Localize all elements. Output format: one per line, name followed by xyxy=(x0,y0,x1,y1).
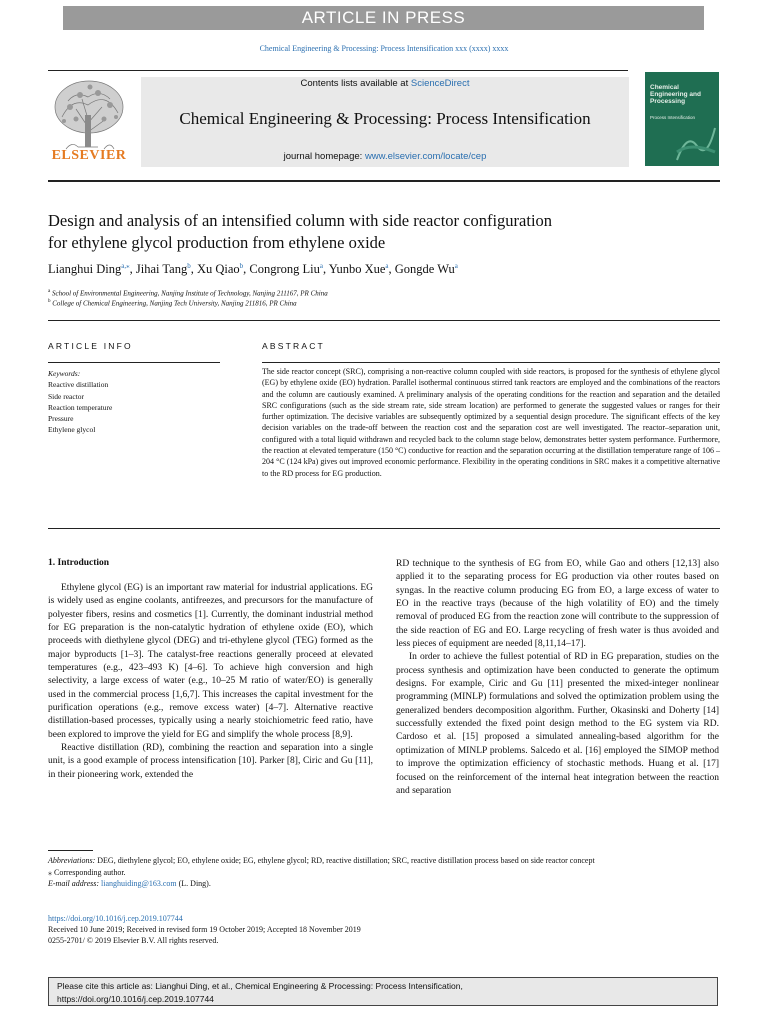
journal-homepage-link[interactable]: www.elsevier.com/locate/cep xyxy=(364,151,487,162)
citation-line-1: Please cite this article as: Lianghui Ding, et al., Chemical Engineering & Processing: Process Intensification, xyxy=(57,981,463,991)
author-name: Xu Qiao xyxy=(196,262,240,277)
keyword-item: Reaction temperature xyxy=(48,402,113,412)
journal-cover-image xyxy=(645,72,719,166)
abbreviations-label: Abbreviations: xyxy=(48,856,96,865)
author-name: Congrong Liu xyxy=(249,262,320,277)
body-paragraph: Reactive distillation (RD), combining the reaction and separation into a single unit, is a good example of process intensification [10]. Parker [8], Ciric and Gu [11], in their pioneering work, extended the xyxy=(48,743,373,780)
keywords-label: Keywords: xyxy=(48,369,81,378)
author-name: Yunbo Xue xyxy=(328,262,386,277)
cover-artwork xyxy=(675,122,717,162)
journal-reference-link[interactable]: Chemical Engineering & Processing: Process Intensification xxx (xxxx) xxxx xyxy=(259,44,509,53)
doi-link[interactable]: https://doi.org/10.1016/j.cep.2019.107744 xyxy=(48,914,183,923)
received-dates: Received 10 June 2019; Received in revised form 19 October 2019; Accepted 18 November 2019 xyxy=(48,925,361,934)
keyword-item: Side reactor xyxy=(48,391,85,401)
elsevier-wordmark: ELSEVIER xyxy=(51,148,127,163)
footnotes xyxy=(48,856,720,891)
keywords-block xyxy=(48,368,223,436)
affiliation-a xyxy=(48,289,728,297)
abstract-text: The side reactor concept (SRC), comprising a non-reactive column coupled with side reactors, is proposed for the synthesis of ethylene glycol (EG) by ethylene oxide (EO) hydration. Parallel isothermal continuous stirred tank reactors are employed and the combinations of the reactors and the column are cautiously examined. A preliminary analysis of the operating conditions for the reaction and separation and the detailed SRC configurations (such as the side stream rate, side stream location) are performed to generate the suggested values or ranges for their further optimization. The decisive variables are subsequently optimized by a sequential design procedure. The significant effects of the key decision variables on the trade-off between the reaction cost and the separation cost are well investigated. The reactor–separation unit, configured with a total liquid withdrawn and recycled back to the column stage below, demonstrates better system performance. Furthermore, the reaction at elevated temperature (150 °C) conductive for reaction and the separation occurring at the distillation temperature range of 106 – 204 °C (124 kPa) gives out improved economic performance. Flexibility in the operating conditions in SRC makes it a competitive alternative to the RD process for EG production. xyxy=(262,367,720,478)
publication-info xyxy=(48,913,720,946)
author-affiliation-marker[interactable]: b xyxy=(239,262,244,270)
abbreviations-text: DEG, diethylene glycol; EO, ethylene oxide; EG, ethylene glycol; RD, reactive distillation; SRC, reactive distillation process based on side reactor concept xyxy=(95,856,595,865)
sciencedirect-link[interactable]: ScienceDirect xyxy=(410,78,470,89)
author-name: Jihai Tang xyxy=(135,262,188,277)
affiliation-b xyxy=(48,299,728,307)
keyword-item: Ethylene glycol xyxy=(48,425,96,435)
email-footnote xyxy=(48,879,720,890)
cover-title: Chemical Engineering and Processing xyxy=(650,84,701,105)
corresponding-author-note: ⁎ Corresponding author. xyxy=(48,867,126,877)
abbreviations-footnote xyxy=(48,856,720,867)
citation-box xyxy=(48,977,718,1006)
author-affiliation-marker[interactable]: a xyxy=(385,262,389,270)
cover-subtitle: Process Intensification xyxy=(650,115,696,120)
author-email-link[interactable]: lianghuiding@163.com xyxy=(101,879,177,889)
affiliation-marker: b xyxy=(48,299,51,304)
affiliation-marker: a xyxy=(48,289,51,294)
issn-copyright: 0255-2701/ © 2019 Elsevier B.V. All rights reserved. xyxy=(48,936,219,945)
contents-available-line xyxy=(141,78,629,89)
author-name: Lianghui Ding xyxy=(48,262,122,277)
journal-title: Chemical Engineering & Processing: Process Intensification xyxy=(179,109,591,128)
author-name: Gongde Wu xyxy=(394,262,455,277)
body-column-right xyxy=(396,558,719,798)
author-affiliation-marker[interactable]: a,⁎ xyxy=(121,262,130,270)
email-label: E-mail address: xyxy=(48,879,102,889)
abstract-heading: ABSTRACT xyxy=(262,341,325,351)
keyword-item: Reactive distillation xyxy=(48,380,109,390)
affiliation-text: School of Environmental Engineering, Nanjing Institute of Technology, Nanjing 211167, PR China xyxy=(51,289,328,298)
citation-line-2[interactable]: https://doi.org/10.1016/j.cep.2019.107744 xyxy=(57,994,214,1004)
affiliation-text: College of Chemical Engineering, Nanjing Tech University, Nanjing 211816, PR China xyxy=(52,299,297,308)
homepage-prefix: journal homepage: xyxy=(283,151,365,162)
body-paragraph: In order to achieve the fullest potential of RD in EG preparation, studies on the process synthesis and optimization have been conducted to generate the optimum designs. For example, Ciric and Gu [11] presented the mixed-integer nonlinear programming (MINLP) formulations and solved the optimization problem using the generalized benders decomposition algorithm. Further, Okasinski and Doherty [14] successfully extended the fixed point design method to the EG system via RD. Cardoso et al. [15] proposed a simulated annealing-based algorithm for the optimization of MINLP problems. Salcedo et al. [16] employed the SIMOP method to improve the optimization efficiency of stochastic methods. Huang et al. [17] focused on the reinforcement of the internal heat integration between the reaction and separation xyxy=(396,652,719,796)
author-list: Lianghui Ding$^{a,⁎}$, Jihai Tang$^b$, Xu Qiao$^b$, Congrong Liu$^a$, Yunbo Xue$^a$, Gongde Wu$^a$ xyxy=(48,262,458,277)
paper-title xyxy=(48,210,728,254)
author-affiliation-marker[interactable]: a xyxy=(319,262,323,270)
author-affiliation-marker[interactable]: a xyxy=(454,262,458,270)
paper-title-line-2: for ethylene glycol production from ethylene oxide xyxy=(48,233,386,252)
contents-prefix: Contents lists available at xyxy=(300,78,411,89)
body-column-left xyxy=(48,582,373,782)
introduction-heading: 1. Introduction xyxy=(48,558,110,568)
article-info-heading: ARTICLE INFO xyxy=(48,341,133,351)
author-affiliation-marker[interactable]: b xyxy=(187,262,191,270)
journal-homepage-line xyxy=(141,151,629,162)
body-paragraph: Ethylene glycol (EG) is an important raw material for industrial applications. EG is widely used as engine coolants, antifreezes, and precursors for the manufacture of polyester fibers, resins and cosmetics [1]. Currently, the dominant industrial method for EG preparation is the non-catalytic hydration of ethylene oxide (EO), which proceeds with diethylene glycol (DEG) and tri-ethylene glycol (TEG) formed as the major byproducts [1–3]. The catalyst-free reactions generally proceed at elevated temperatures (e.g., 423–493 K) [4–6]. To achieve high conversion and high selectivity, a large excess of water (e.g., 10–25 M ratio of water/EO) is generally used in the commercial process [1,6,7]. This increases the capital investment for the purification operations (e.g., remove excess water) [4–7]. Alternative reactive distillation-based processes, typically using a nearly stoichiometric feed ratio, have been explored to improve the yield for EG and simplify the whole process [8,9]. xyxy=(48,583,373,740)
body-paragraph: RD technique to the synthesis of EG from EO, while Gao and others [12,13] also applied it to the separating process for EG production via other routes based on syngas. In the reactive column producing EG from EO, a large excess of water to EO in the reactive trays (because of the high volatility of EO) and the timely removal of produced EG from the reaction zone will contribute to the suppression of the side reaction of EG and EO. Large recycling of fresh water is thus avoided and less pieces of equipment are needed [8,11,14–17]. xyxy=(396,559,719,650)
email-suffix: (L. Ding). xyxy=(176,879,211,889)
paper-title-line-1: Design and analysis of an intensified column with side reactor configuration xyxy=(48,211,553,230)
article-in-press-banner: ARTICLE IN PRESS xyxy=(63,6,704,30)
keyword-item: Pressure xyxy=(48,414,74,424)
